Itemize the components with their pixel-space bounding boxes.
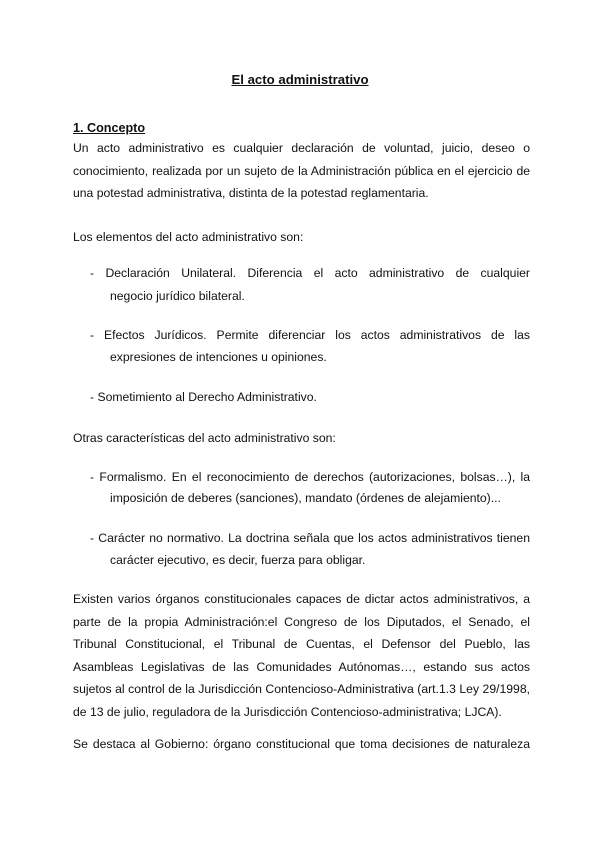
characteristics-intro: Otras características del acto administrativo son: <box>73 431 336 445</box>
government-paragraph: Se destaca al Gobierno: órgano constitucional que toma decisiones de naturaleza <box>73 737 530 751</box>
organs-paragraph: Existen varios órganos constitucionales capaces de dictar actos administrativos, a parte de la propia Administración:el Congreso de los Diputados, el Senado, el Tribunal Constitucional, el Tribunal de Cuentas, el Defensor del Pueblo, las Asambleas Legislativas de las Comunidades Autónomas…, estando sus actos sujetos al control de la Jurisdicción Contencioso-Administrativa (art.1.3 Ley 29/1998, de 13 de julio, reguladora de la Jurisdicción Contencioso-administrativa; LJCA). <box>73 592 530 719</box>
element-item-efectos-continuation: expresiones de intenciones u opiniones. <box>110 350 327 364</box>
section-heading: 1. Concepto <box>73 121 146 135</box>
elements-intro: Los elementos del acto administrativo son: <box>73 230 304 244</box>
element-item-declaracion-first: - Declaración Unilateral. Diferencia el acto administrativo de cualquier <box>90 266 530 280</box>
characteristic-item-caracter-continuation: carácter ejecutivo, es decir, fuerza para obligar. <box>110 553 366 567</box>
element-item-declaracion-rest <box>90 285 530 308</box>
element-item-efectos-first: - Efectos Jurídicos. Permite diferenciar los actos administrativos de las <box>90 328 530 342</box>
characteristic-item-caracter-first: - Carácter no normativo. La doctrina señala que los actos administrativos tienen <box>90 531 530 545</box>
characteristic-item-formalismo-rest <box>90 487 530 510</box>
element-item-sometimiento: - Sometimiento al Derecho Administrativo. <box>90 390 317 404</box>
element-item-declaracion-continuation: negocio jurídico bilateral. <box>110 289 245 303</box>
element-item-efectos-rest <box>90 346 530 369</box>
characteristic-item-caracter-rest <box>90 549 530 572</box>
characteristic-item-formalismo-first: - Formalismo. En el reconocimiento de derechos (autorizaciones, bolsas…), la <box>90 470 530 484</box>
definition-paragraph: Un acto administrativo es cualquier declaración de voluntad, juicio, deseo o conocimiento, realizada por un sujeto de la Administración pública en el ejercicio de una potestad administrativa, distinta de la potestad reglamentaria. <box>73 141 530 200</box>
document-title: El acto administrativo <box>231 72 369 87</box>
characteristic-item-formalismo-continuation: imposición de deberes (sanciones), mandato (órdenes de alejamiento)... <box>110 491 501 505</box>
